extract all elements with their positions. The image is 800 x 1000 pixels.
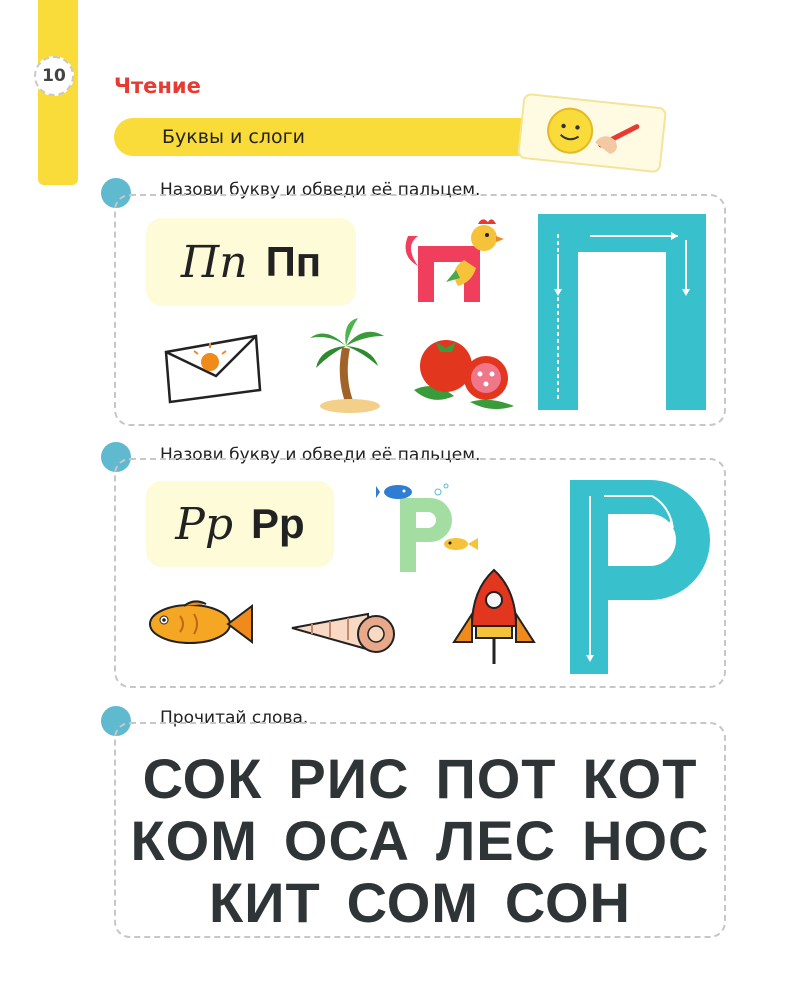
- word: ОСА: [283, 809, 410, 872]
- letter-r-fish-image: [376, 478, 482, 574]
- trace-p-icon: [538, 214, 706, 410]
- tomatoes-image: [410, 320, 520, 412]
- word-list: [120, 748, 720, 934]
- big-letter-p: [538, 214, 706, 410]
- word: СОК: [142, 747, 263, 810]
- word: ЛЕС: [435, 809, 557, 872]
- word: СОМ: [346, 871, 479, 934]
- letter-p-rooster-image: [398, 216, 508, 308]
- print-letter-pair: Рр: [251, 500, 305, 547]
- smiley-trace-icon: [519, 95, 665, 171]
- word: НОС: [582, 809, 710, 872]
- topic-illustration: [517, 93, 667, 174]
- task1-instruction: Назови букву и обведи её пальцем.: [160, 180, 481, 200]
- word: ПОТ: [435, 747, 557, 810]
- section-title: Чтение: [114, 74, 201, 98]
- script-letter-pair: Пп: [180, 236, 248, 288]
- word: РИС: [288, 747, 410, 810]
- word-row: [143, 748, 698, 810]
- palm-tree-image: [306, 318, 388, 414]
- fish-image: [144, 596, 256, 648]
- task2-letter-card: [146, 481, 334, 567]
- topic-title: Буквы и слоги: [162, 126, 305, 148]
- trace-r-icon: [570, 480, 720, 674]
- print-letter-pair: Пп: [265, 238, 322, 285]
- topic-bar: [114, 118, 584, 156]
- word: КОТ: [582, 747, 698, 810]
- word: КОМ: [130, 809, 258, 872]
- script-letter-pair: Рр: [175, 498, 234, 550]
- task1-letter-card: [146, 218, 356, 306]
- task2-instruction: Назови букву и обведи её пальцем.: [160, 445, 481, 465]
- page-number: 10: [34, 56, 74, 96]
- task3-instruction: Прочитай слова.: [160, 708, 309, 728]
- word-row: [209, 872, 631, 934]
- envelope-image: [160, 330, 264, 406]
- word-row: [131, 810, 710, 872]
- word: СОН: [504, 871, 631, 934]
- rocket-image: [446, 568, 542, 668]
- seashell-image: [290, 606, 398, 656]
- big-letter-r: [570, 480, 720, 674]
- word: КИТ: [209, 871, 321, 934]
